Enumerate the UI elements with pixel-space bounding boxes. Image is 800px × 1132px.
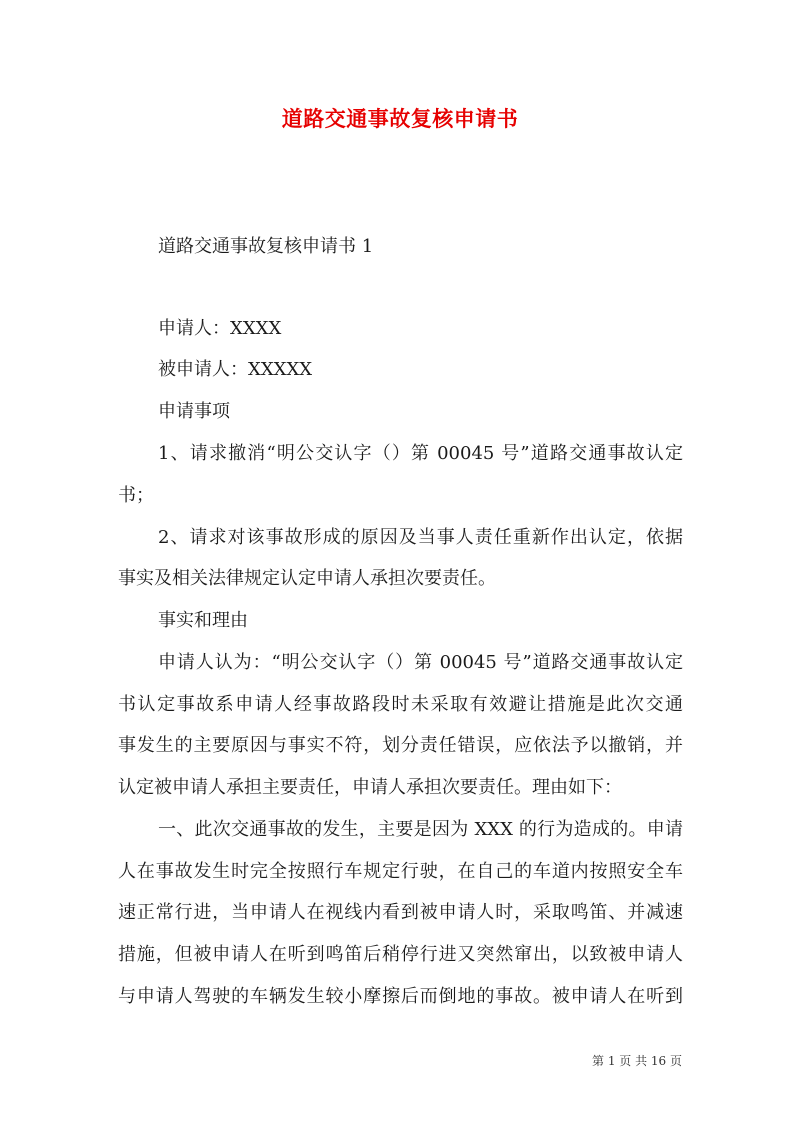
section-heading: 道路交通事故复核申请书 1 [158, 236, 374, 257]
paragraph-line: 2、请求对该事故形成的原因及当事人责任重新作出认定，依据 [158, 527, 683, 548]
request-items-heading: 申请事项 [158, 401, 230, 422]
paragraph-line: 事实及相关法律规定认定申请人承担次要责任。 [118, 568, 496, 589]
document-title: 道路交通事故复核申请书 [281, 106, 519, 131]
applicant-line: 申请人：XXXX [158, 318, 282, 339]
respondent-line: 被申请人：XXXXX [158, 359, 313, 380]
paragraph-line: 书； [118, 485, 154, 506]
paragraph-line: 速正常行进，当申请人在视线内看到被申请人时，采取鸣笛、并减速 [118, 902, 683, 923]
facts-heading: 事实和理由 [158, 610, 248, 631]
page-number: 第 1 页 共 16 页 [592, 1054, 682, 1068]
paragraph-line: 申请人认为：“明公交认字（）第 00045 号”道路交通事故认定 [158, 652, 683, 673]
paragraph-line: 事发生的主要原因与事实不符，划分责任错误，应依法予以撤销，并 [118, 735, 683, 756]
paragraph-line: 人在事故发生时完全按照行车规定行驶，在自己的车道内按照安全车 [118, 861, 683, 882]
paragraph-line: 措施，但被申请人在听到鸣笛后稍停行进又突然窜出，以致被申请人 [118, 944, 683, 965]
paragraph-line: 1、请求撤消“明公交认字（）第 00045 号”道路交通事故认定 [158, 443, 683, 464]
paragraph-line: 一、此次交通事故的发生，主要是因为 XXX 的行为造成的。申请 [158, 819, 683, 840]
paragraph-line: 认定被申请人承担主要责任，申请人承担次要责任。理由如下： [118, 777, 622, 798]
paragraph-line: 与申请人驾驶的车辆发生较小摩擦后而倒地的事故。被申请人在听到 [118, 986, 683, 1007]
paragraph-line: 书认定事故系申请人经事故路段时未采取有效避让措施是此次交通 [118, 694, 683, 715]
